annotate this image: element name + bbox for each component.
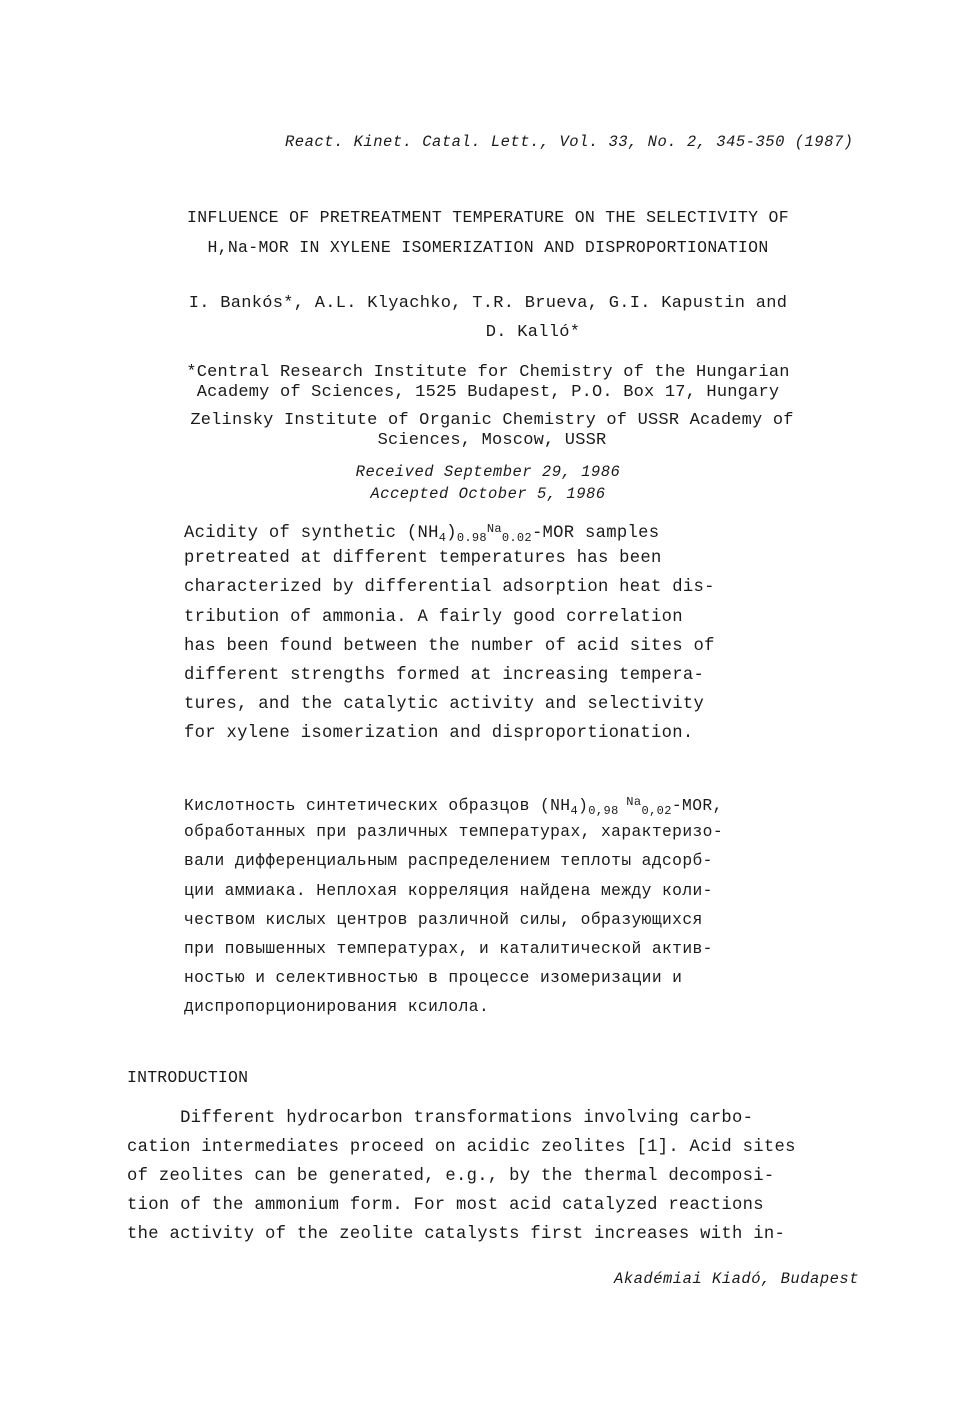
affiliation-2-line-1: Zelinsky Institute of Organic Chemistry of USSR Academy of <box>190 411 794 430</box>
formula-subscript: 0.98 <box>456 531 487 545</box>
affiliation-1-line-2: Academy of Sciences, 1525 Budapest, P.O. Box 17, Hungary <box>196 383 780 402</box>
intro-line: tion of the ammonium form. For most acid catalyzed reactions <box>127 1196 764 1215</box>
formula-subscript: 0,98 <box>588 804 619 818</box>
abstract-en-line: for xylene isomerization and disproportionation. <box>184 724 694 744</box>
journal-reference: React. Kinet. Catal. Lett., Vol. 33, No. 2, 345-350 (1987) <box>285 133 854 151</box>
abstract-en-text: Acidity of synthetic <box>184 524 407 543</box>
authors-line-2: D. Kalló* <box>485 323 581 342</box>
abstract-en-line: pretreated at different temperatures has been <box>184 549 662 569</box>
intro-line: cation intermediates proceed on acidic zeolites [1]. Acid sites <box>127 1138 796 1157</box>
formula-subscript: 4 <box>570 804 579 818</box>
formula-na: Na <box>486 522 502 536</box>
abstract-russian <box>184 788 804 1022</box>
affiliation-1-line-1: *Central Research Institute for Chemistry of the Hungarian <box>186 363 790 382</box>
abstract-en-line: tribution of ammonia. A fairly good correlation <box>184 607 683 627</box>
section-heading-introduction: INTRODUCTION <box>127 1068 249 1087</box>
abstract-en-line-1 <box>184 515 784 544</box>
abstract-ru-line: ностью и селективностью в процессе изомеризации и <box>184 968 683 988</box>
affiliation-2 <box>4 411 976 451</box>
authors-line-1: I. Bankós*, A.L. Klyachko, T.R. Brueva, G.I. Kapustin and <box>188 294 788 313</box>
abstract-ru-line-1 <box>184 788 804 817</box>
abstract-en-line: has been found between the number of acid sites of <box>184 636 715 656</box>
formula-paren: ) <box>446 524 457 543</box>
formula-subscript: 0.02 <box>501 531 532 545</box>
abstract-ru-text: Кислотность синтетических образцов <box>184 796 540 815</box>
submission-dates <box>0 461 976 505</box>
abstract-ru-line: обработанных при различных температурах, характеризо- <box>184 822 724 842</box>
abstract-en-text: -MOR samples <box>531 524 660 543</box>
publisher-footer: Akadémiai Kiadó, Budapest <box>614 1270 860 1288</box>
formula-paren: ) <box>578 796 589 815</box>
intro-line: of zeolites can be generated, e.g., by the thermal decomposi- <box>127 1167 775 1186</box>
formula-nh: (NH <box>539 796 571 815</box>
paper-title-line-2: H,Na-MOR IN XYLENE ISOMERIZATION AND DISPROPORTIONATION <box>207 238 769 257</box>
formula-na: Na <box>618 795 642 809</box>
abstract-en-line: tures, and the catalytic activity and selectivity <box>184 695 705 715</box>
accepted-date: Accepted October 5, 1986 <box>370 485 606 503</box>
formula-subscript: 0,02 <box>641 804 672 818</box>
abstract-ru-line: вали дифференциальным распределением теплоты адсорб- <box>184 851 713 871</box>
abstract-english <box>184 515 784 749</box>
received-date: Received September 29, 1986 <box>355 463 621 481</box>
formula-nh: (NH <box>406 524 439 543</box>
abstract-ru-line: ции аммиака. Неплохая корреляция найдена между коли- <box>184 880 713 900</box>
abstract-ru-line: диспропорционирования ксилола. <box>184 997 490 1017</box>
intro-line: the activity of the zeolite catalysts first increases with in- <box>127 1225 786 1244</box>
abstract-ru-text: -MOR, <box>671 796 723 815</box>
affiliation-2-line-2: Sciences, Moscow, USSR <box>377 431 607 450</box>
paper-title-line-1: INFLUENCE OF PRETREATMENT TEMPERATURE ON THE SELECTIVITY OF <box>187 208 789 227</box>
abstract-ru-line: чеством кислых центров различной силы, образующихся <box>184 909 703 929</box>
abstract-ru-line: при повышенных температурах, и каталитической актив- <box>184 938 713 958</box>
intro-line: Different hydrocarbon transformations involving carbo- <box>127 1109 754 1128</box>
introduction-body <box>127 1104 857 1249</box>
abstract-en-line: different strengths formed at increasing tempera- <box>184 665 705 685</box>
formula-subscript: 4 <box>438 531 447 545</box>
affiliation-1 <box>0 363 976 403</box>
abstract-en-line: characterized by differential adsorption heat dis- <box>184 578 715 598</box>
